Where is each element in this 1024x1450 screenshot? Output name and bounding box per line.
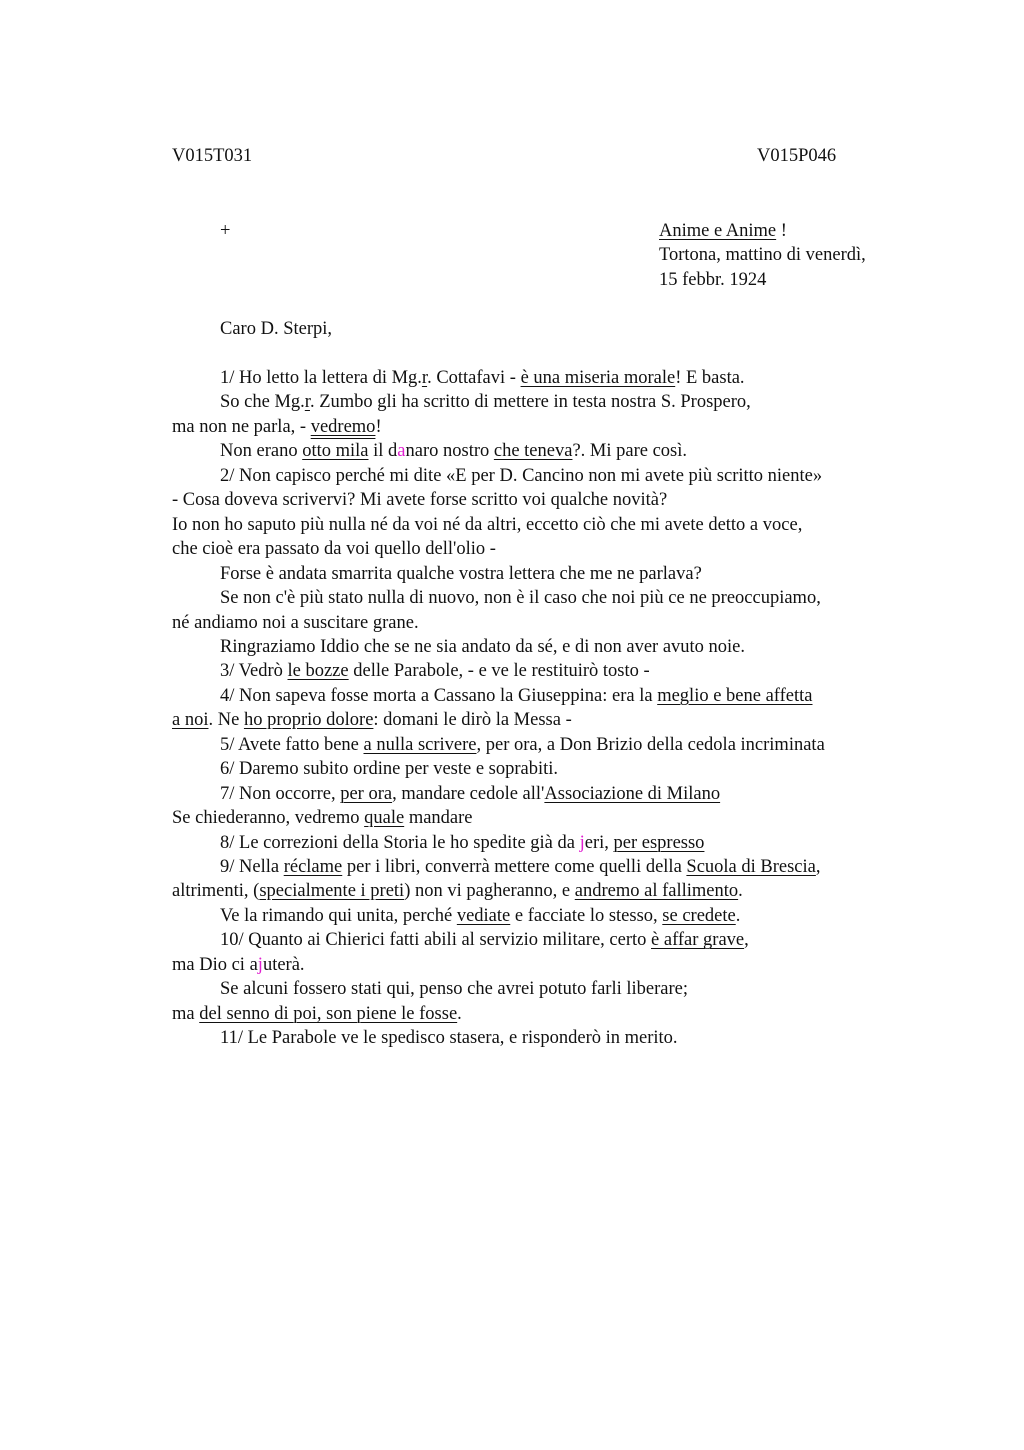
- line-text: Se chiederanno, vedremo: [172, 808, 365, 829]
- underlined-text: specialmente i preti: [259, 881, 405, 902]
- line-text: 1/ Ho letto la lettera di Mg.: [220, 368, 422, 388]
- letter-line: [172, 539, 496, 560]
- letter-line: [172, 881, 743, 902]
- line-text: 9/ Nella: [220, 857, 284, 877]
- line-text: ,: [815, 857, 821, 877]
- letter-line: [220, 661, 650, 682]
- letter-line: [220, 735, 825, 756]
- line-text: ma Dio ci a: [172, 954, 258, 975]
- underlined-text: è una miseria morale: [520, 368, 676, 388]
- line-text: ?. Mi pare così.: [572, 441, 688, 462]
- line-text: 10/ Quanto ai Chierici fatti abili al servizio militare, certo: [220, 930, 652, 951]
- letter-date: 15 febbr. 1924: [659, 270, 767, 290]
- line-text: Ringraziamo Iddio che se ne sia andato da sé, e di non aver avuto noie.: [220, 637, 746, 657]
- letter-line: [220, 979, 688, 1000]
- underlined-text: vedremo: [310, 416, 376, 437]
- underlined-text: a nulla scrivere: [363, 734, 477, 755]
- underlined-text: r: [421, 368, 428, 388]
- line-text: Se alcuni fossero stati qui, penso che avrei potuto farli liberare;: [220, 979, 689, 1000]
- line-text: 11/ Le Parabole ve le spedisco stasera, e risponderò in merito.: [220, 1028, 678, 1049]
- underlined-text: è affar grave: [651, 930, 745, 951]
- line-text: 8/ Le correzioni della Storia le ho spedite già da: [220, 832, 580, 853]
- line-text: che cioè era passato da voi quello dell'olio -: [172, 539, 496, 560]
- underlined-text: del senno di poi, son piene le fosse: [199, 1003, 458, 1024]
- highlighted-letter: j: [257, 954, 263, 975]
- line-text: ) non vi pagheranno, e: [404, 881, 575, 902]
- document-code-right: V015P046: [757, 146, 837, 166]
- line-text: Ve la rimando qui unita, perché: [220, 905, 457, 926]
- line-text: eri,: [584, 832, 614, 853]
- letter-line: [172, 1004, 462, 1025]
- letter-line: [220, 833, 704, 854]
- underlined-text: réclame: [283, 857, 343, 877]
- letter-line: [220, 466, 822, 487]
- letter-title-line: [659, 221, 787, 242]
- underlined-text: vediate: [456, 905, 511, 926]
- letter-line: [220, 637, 745, 658]
- letter-line: [172, 710, 572, 731]
- line-text: ,: [744, 930, 749, 951]
- letter-line: [220, 564, 702, 585]
- line-text: il d: [368, 441, 398, 462]
- letter-line: [172, 417, 382, 438]
- underlined-text: a noi: [172, 710, 209, 731]
- underlined-text: che teneva: [493, 441, 573, 462]
- underlined-text: per ora: [340, 783, 393, 804]
- underlined-text: Scuola di Brescia: [686, 857, 816, 877]
- line-text: Forse è andata smarrita qualche vostra lettera che me ne parlava?: [220, 563, 702, 584]
- letter-line: [220, 857, 821, 878]
- underlined-text: meglio e bene affetta: [657, 685, 813, 706]
- letter-line: [220, 368, 745, 389]
- letter-title: Anime e Anime: [659, 221, 777, 241]
- underlined-text: ho proprio dolore: [243, 710, 374, 731]
- line-text: .: [738, 881, 743, 902]
- letter-line: [172, 955, 305, 976]
- salutation: Caro D. Sterpi,: [220, 319, 333, 339]
- letter-line: [220, 906, 740, 927]
- line-text: .: [457, 1003, 462, 1024]
- line-text: , per ora, a Don Brizio della cedola incriminata: [476, 734, 825, 755]
- underlined-text: otto mila: [302, 441, 369, 462]
- line-text: Non erano: [220, 441, 303, 462]
- letter-line: [220, 686, 813, 707]
- line-text: . Cottafavi -: [427, 368, 521, 388]
- line-text: Se non c'è più stato nulla di nuovo, non è il caso che noi più ce ne preoccupiamo,: [220, 588, 821, 608]
- letter-line: [220, 784, 720, 805]
- letter-line: [172, 613, 419, 634]
- line-text: . Zumbo gli ha scritto di mettere in testa nostra S. Prospero,: [309, 392, 751, 413]
- line-text: altrimenti, (: [172, 881, 260, 902]
- letter-line: [220, 588, 821, 609]
- line-text: ma: [172, 1003, 200, 1024]
- line-text: , mandare cedole all': [392, 783, 545, 804]
- underlined-text: Associazione di Milano: [544, 783, 721, 804]
- line-text: : domani le dirò la Messa -: [373, 710, 572, 731]
- line-text: delle Parabole, - e ve le restituirò tosto -: [348, 661, 650, 682]
- letter-line: [172, 515, 802, 536]
- line-text: .: [735, 905, 741, 926]
- letter-line: [220, 930, 749, 951]
- underlined-text: quale: [364, 808, 405, 829]
- line-text: uterà.: [262, 954, 305, 975]
- underlined-text: per espresso: [613, 832, 705, 853]
- line-text: !: [375, 416, 382, 437]
- line-text: ! E basta.: [675, 368, 745, 388]
- line-text: 7/ Non occorre,: [220, 783, 341, 804]
- line-text: 2/ Non capisco perché mi dite «E per D. Cancino non mi avete più scritto niente»: [220, 465, 823, 486]
- line-text: 5/ Avete fatto bene: [220, 734, 364, 755]
- letter-line: [172, 490, 667, 511]
- letter-line: [220, 759, 558, 780]
- line-text: e facciate lo stesso,: [510, 905, 663, 926]
- cross-symbol: +: [220, 221, 231, 241]
- highlighted-letter: a: [397, 441, 406, 462]
- line-text: ma non ne parla, -: [172, 416, 311, 437]
- letter-line: [220, 441, 687, 462]
- document-code-left: V015T031: [172, 146, 253, 166]
- line-text: Io non ho saputo più nulla né da voi né da altri, eccetto ciò che mi avete detto a voce,: [172, 514, 803, 535]
- underlined-text: andremo al fallimento: [574, 881, 739, 902]
- letter-line: [172, 808, 473, 829]
- line-text: 4/ Non sapeva fosse morta a Cassano la Giuseppina: era la: [220, 685, 658, 706]
- line-text: - Cosa doveva scrivervi? Mi avete forse scritto voi qualche novità?: [172, 490, 668, 511]
- line-text: naro nostro: [405, 441, 494, 462]
- letter-line: [220, 1028, 678, 1049]
- highlighted-letter: j: [579, 832, 585, 853]
- line-text: mandare: [404, 808, 473, 829]
- letter-line: [220, 392, 751, 413]
- underlined-text: se credete: [662, 905, 736, 926]
- letter-title-suffix: !: [776, 221, 787, 241]
- line-text: né andiamo noi a suscitare grane.: [172, 612, 419, 633]
- letter-place-date: Tortona, mattino di venerdì,: [659, 245, 866, 265]
- underlined-text: le bozze: [287, 661, 349, 682]
- line-text: 3/ Vedrò: [220, 661, 288, 682]
- underlined-text: r: [304, 392, 310, 413]
- line-text: 6/ Daremo subito ordine per veste e soprabiti.: [220, 759, 559, 780]
- line-text: . Ne: [208, 710, 244, 731]
- line-text: per i libri, converrà mettere come quelli della: [342, 857, 687, 877]
- line-text: So che Mg.: [220, 392, 305, 413]
